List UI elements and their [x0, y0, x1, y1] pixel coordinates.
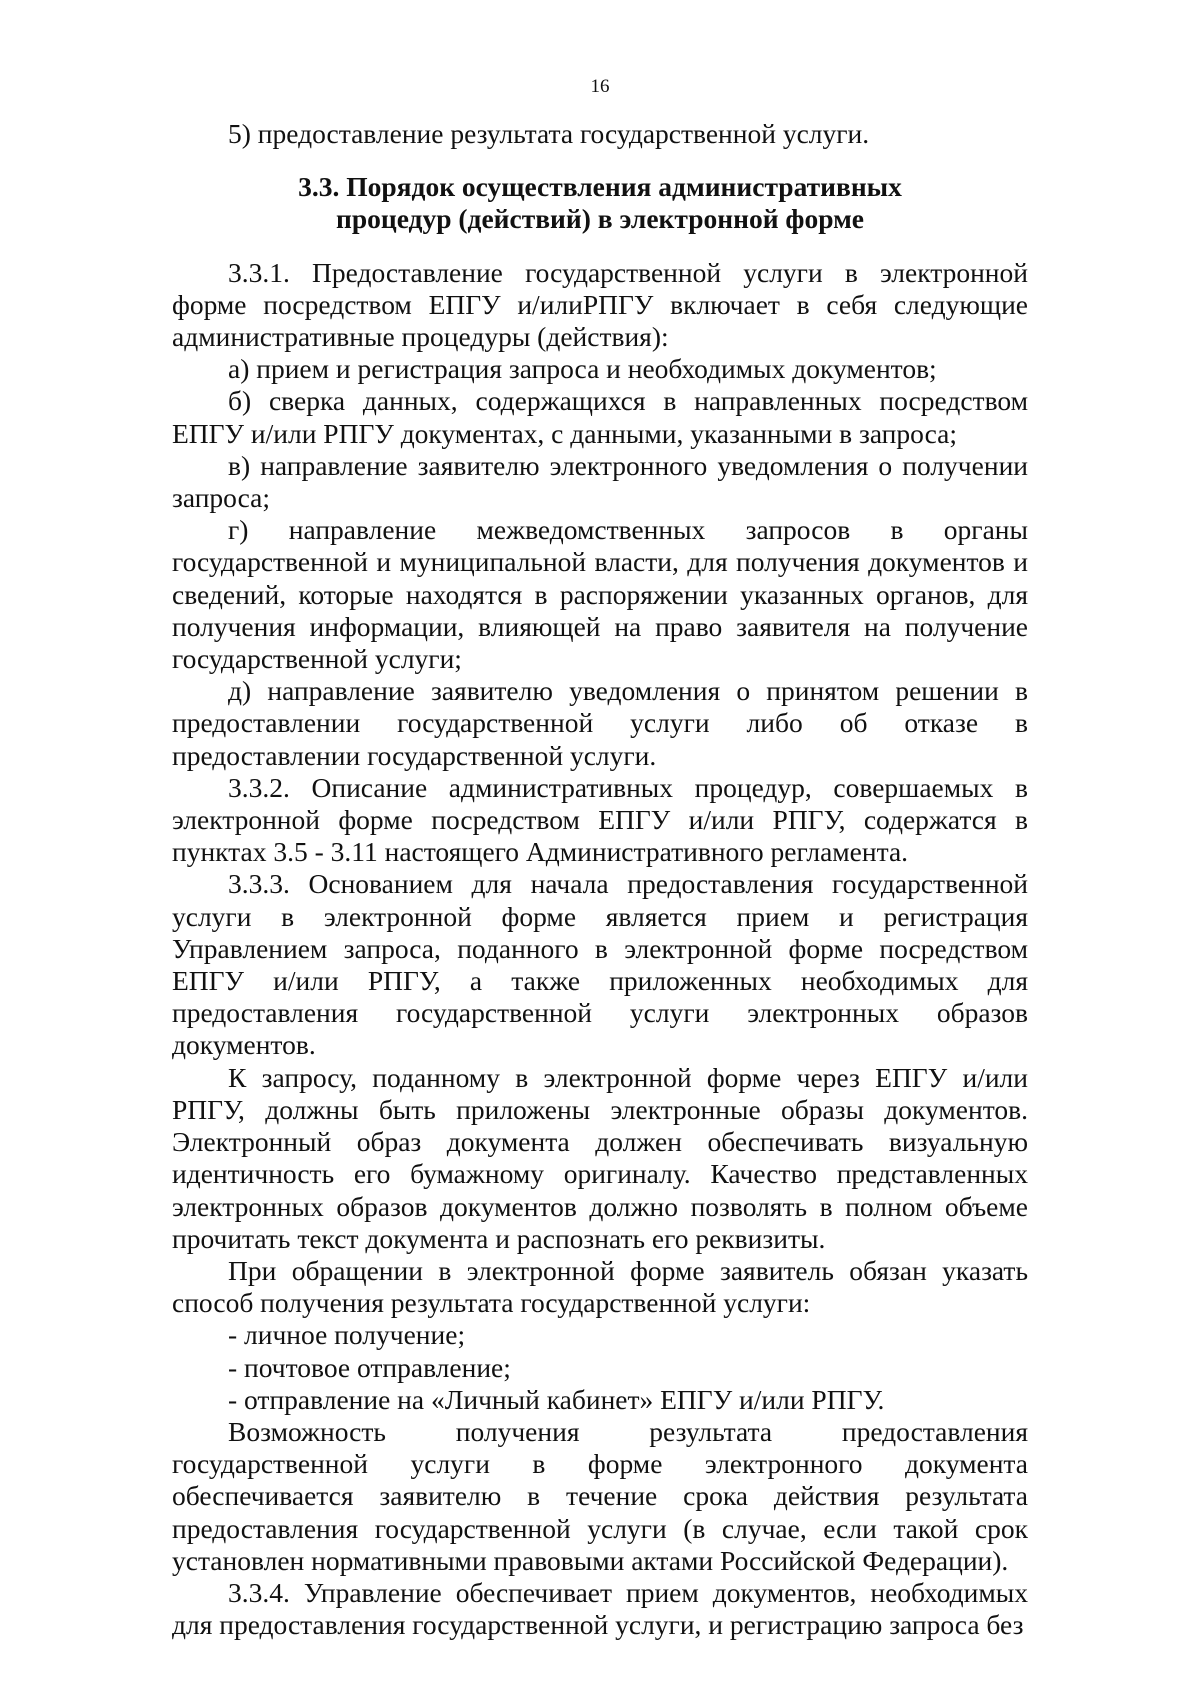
document-body [172, 118, 1028, 1641]
section-heading-line-1: 3.3. Порядок осуществления административных [298, 171, 902, 203]
intro-item: 5) предоставление результата государственной услуги. [228, 118, 870, 149]
paragraph-result-method: При обращении в электронной форме заявитель обязан указать способ получения результата государственной услуги: [172, 1254, 1028, 1319]
list-item-a: а) прием и регистрация запроса и необходимых документов; [228, 353, 937, 385]
paragraph-3-3-4: 3.3.4. Управление обеспечивает прием документов, необходимых для предоставления государственной услуги, и регистрацию запроса без [172, 1576, 1028, 1641]
paragraph-3-3-2: 3.3.2. Описание административных процедур, совершаемых в электронной форме посредством ЕПГУ и/или РПГУ, содержатся в пунктах 3.5 - 3.11 настоящего Административного регламента. [172, 771, 1028, 868]
list-item-g: г) направление межведомственных запросов в органы государственной и муниципальной власти, для получения документов и сведений, которые находятся в распоряжении указанных органов, для получения информации, влияющей на право заявителя на получение государственной услуги; [172, 514, 1028, 675]
list-item-b: б) сверка данных, содержащихся в направленных посредством ЕПГУ и/или РПГУ документах, с данными, указанными в запроса; [172, 385, 1028, 449]
paragraph-3-3-3: 3.3.3. Основанием для начала предоставления государственной услуги в электронной форме является прием и регистрация Управлением запроса, поданного в электронной форме посредством ЕПГУ и/или РПГУ, а также приложенных необходимых для предоставления государственной услуги электронных образов документов. [172, 868, 1028, 1061]
section-heading-line-2: процедур (действий) в электронной форме [335, 203, 865, 235]
section-heading [172, 171, 1028, 235]
dash-item-cabinet: - отправление на «Личный кабинет» ЕПГУ и/или РПГУ. [228, 1383, 885, 1415]
paragraph-3-3-1: 3.3.1. Предоставление государственной услуги в электронной форме посредством ЕПГУ и/илиРПГУ включает в себя следующие административные процедуры (действия): [172, 256, 1028, 353]
dash-item-personal: - личное получение; [228, 1319, 466, 1351]
paragraph-electronic-images: К запросу, поданному в электронной форме через ЕПГУ и/или РПГУ, должны быть приложены электронные образы документов. Электронный образ документа должен обеспечивать визуальную идентичность его бумажному оригиналу. Качество представленных электронных образов документов должно позволять в полном объеме прочитать текст документа и распознать его реквизиты. [172, 1061, 1028, 1254]
page-number: 16 [590, 76, 610, 97]
list-item-v: в) направление заявителю электронного уведомления о получении запроса; [172, 449, 1028, 514]
list-item-d: д) направление заявителю уведомления о принятом решении в предоставлении государственной услуги либо об отказе в предоставлении государственной услуги. [172, 675, 1028, 771]
dash-item-postal: - почтовое отправление; [228, 1351, 511, 1383]
paragraph-electronic-document: Возможность получения результата предоставления государственной услуги в форме электронного документа обеспечивается заявителю в течение срока действия результата предоставления государственной услуги (в случае, если такой срок установлен нормативными правовыми актами Российской Федерации). [172, 1415, 1028, 1576]
